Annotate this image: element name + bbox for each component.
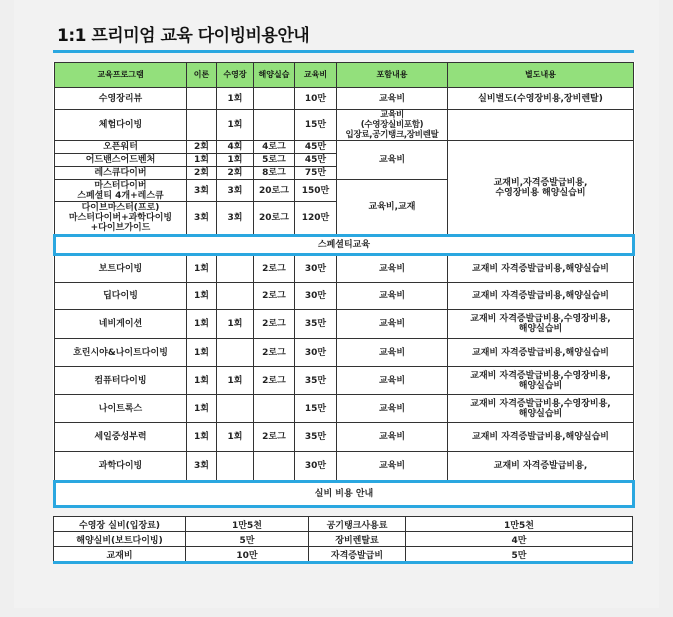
- theory-cell: 2회: [187, 167, 217, 180]
- included-cell: 교육비: [337, 395, 448, 423]
- pool-cell: 1회: [217, 110, 254, 141]
- cost-label: 교재비: [54, 547, 186, 563]
- ocean-cell: 8로그: [254, 167, 295, 180]
- fee-cell: 30만: [295, 283, 337, 310]
- ocean-cell: [254, 395, 295, 423]
- fee-cell: 45만: [295, 154, 337, 167]
- table-row: [55, 283, 634, 310]
- ocean-cell: [254, 452, 295, 482]
- extra-cell: [448, 283, 634, 310]
- theory-cell: 2회: [187, 141, 217, 154]
- theory-cell: 3회: [187, 202, 217, 236]
- extra-cell: [448, 395, 634, 423]
- header-ocean: 해양실습: [254, 63, 295, 88]
- theory-cell: 1회: [187, 283, 217, 310]
- program-cell: 나이트록스: [55, 395, 187, 423]
- header-included: 포함내용: [337, 63, 448, 88]
- included-cell: 교육비: [337, 283, 448, 310]
- page-title: 1:1 프리미엄 교육 다이빙비용안내: [57, 26, 310, 46]
- cost-label: 공기탱크사용료: [309, 517, 406, 532]
- ocean-cell: 2로그: [254, 310, 295, 339]
- cost-label: 장비렌탈료: [309, 532, 406, 547]
- extra-line: 교재비 자격증발급비용,해양실습비: [472, 264, 609, 274]
- ocean-cell: 5로그: [254, 154, 295, 167]
- pool-cell: 3회: [217, 202, 254, 236]
- extra-line: 교재비,자격증발급비용,: [493, 177, 588, 188]
- table-row: [55, 339, 634, 367]
- theory-cell: 3회: [187, 452, 217, 482]
- program-cell: 세일중성부력: [55, 423, 187, 452]
- extra-line: 교재비 자격증발급비용,해양실습비: [472, 432, 609, 442]
- program-line: +다이브가이드: [90, 223, 151, 233]
- theory-cell: 3회: [187, 180, 217, 202]
- pool-cell: [217, 452, 254, 482]
- header-extra: 별도내용: [448, 63, 634, 88]
- program-line: 스페셜티 4개+레스큐: [77, 190, 164, 201]
- header-theory: 이론: [187, 63, 217, 88]
- table-row: [55, 452, 634, 482]
- program-cell: 체험다이빙: [55, 110, 187, 141]
- extra-line: 교재비 자격증발급비용,수영장비용,: [470, 370, 611, 381]
- cost-row: [54, 547, 633, 563]
- ocean-cell: 2로그: [254, 283, 295, 310]
- extra-line: 수영장비용 해양실습비: [495, 187, 586, 198]
- pool-cell: 1회: [217, 154, 254, 167]
- theory-cell: 1회: [187, 395, 217, 423]
- ocean-cell: 2로그: [254, 255, 295, 283]
- table-row: [55, 367, 634, 395]
- cost-row: [54, 532, 633, 547]
- cost-value: 4만: [406, 532, 633, 547]
- fee-cell: 35만: [295, 310, 337, 339]
- included-line: 교육비: [380, 110, 404, 120]
- cost-value: 10만: [186, 547, 309, 563]
- program-cell: [55, 202, 187, 236]
- pool-cell: 1회: [217, 423, 254, 452]
- cost-value: 5만: [186, 532, 309, 547]
- specialty-section-title: 스페셜티교육: [55, 236, 634, 255]
- extra-cell: [448, 339, 634, 367]
- theory-cell: 1회: [187, 154, 217, 167]
- fee-cell: 35만: [295, 423, 337, 452]
- program-cell: 딥다이빙: [55, 283, 187, 310]
- ocean-cell: 20로그: [254, 202, 295, 236]
- ocean-cell: 20로그: [254, 180, 295, 202]
- included-line: 입장료,공기탱크,장비렌탈: [345, 130, 439, 140]
- extra-line: 교재비 자격증발급비용,해양실습비: [472, 291, 609, 301]
- ocean-cell: 2로그: [254, 423, 295, 452]
- extra-line: 해양실습비: [518, 380, 563, 391]
- included-cell: 교육비: [337, 310, 448, 339]
- ocean-cell: 4로그: [254, 141, 295, 154]
- extra-cell: [448, 110, 634, 141]
- cost-value: 1만5천: [186, 517, 309, 532]
- table-row: [55, 423, 634, 452]
- program-cell: [55, 180, 187, 202]
- pool-cell: 4회: [217, 141, 254, 154]
- extra-cell: [448, 423, 634, 452]
- cost-section-title: 실비 비용 안내: [55, 482, 634, 507]
- header-pool: 수영장: [217, 63, 254, 88]
- table-row: [55, 310, 634, 339]
- extra-line: 교재비 자격증발급비용,해양실습비: [472, 347, 609, 358]
- fee-cell: 150만: [295, 180, 337, 202]
- table-header-row: [55, 63, 634, 88]
- cost-row: [54, 517, 633, 532]
- included-cell: 교육비,교재: [337, 180, 448, 236]
- fee-cell: 120만: [295, 202, 337, 236]
- fee-cell: 30만: [295, 452, 337, 482]
- pool-cell: [217, 255, 254, 283]
- fee-cell: 75만: [295, 167, 337, 180]
- fee-cell: 15만: [295, 395, 337, 423]
- fee-cell: 45만: [295, 141, 337, 154]
- program-line: 마스터다이버: [94, 180, 147, 191]
- program-cell: 네비게이션: [55, 310, 187, 339]
- program-cell: 어드밴스어드벤처: [55, 154, 187, 167]
- extra-line: 해양실습비: [518, 324, 563, 334]
- table-row: [55, 88, 634, 110]
- table-row: [55, 141, 634, 154]
- theory-cell: [187, 110, 217, 141]
- title-underline: [53, 50, 634, 53]
- program-cell: 레스큐다이버: [55, 167, 187, 180]
- header-program: 교육프로그램: [55, 63, 187, 88]
- pool-cell: 2회: [217, 167, 254, 180]
- ocean-cell: [254, 110, 295, 141]
- extra-line: 교재비 자격증발급비용,: [493, 461, 588, 471]
- included-cell: 교육비: [337, 88, 448, 110]
- table-row: [55, 110, 634, 141]
- extra-line: 교재비 자격증발급비용,수영장비용,: [470, 398, 611, 409]
- extra-line: 해양실습비: [518, 408, 563, 419]
- table-row: [55, 255, 634, 283]
- fee-cell: 30만: [295, 339, 337, 367]
- extra-cell: [448, 452, 634, 482]
- cost-section-row: [55, 482, 634, 507]
- included-cell: 교육비: [337, 423, 448, 452]
- theory-cell: 1회: [187, 423, 217, 452]
- ocean-cell: 2로그: [254, 339, 295, 367]
- table-row: [55, 395, 634, 423]
- included-line: (수영장실비포함): [360, 120, 424, 130]
- extra-cell: [448, 141, 634, 236]
- cost-label: 자격증발급비: [309, 547, 406, 563]
- program-cell: 컴퓨터다이빙: [55, 367, 187, 395]
- header-fee: 교육비: [295, 63, 337, 88]
- included-cell: [337, 110, 448, 141]
- pool-cell: 1회: [217, 367, 254, 395]
- cost-value: 5만: [406, 547, 633, 563]
- cost-label: 해양실비(보트다이빙): [54, 532, 186, 547]
- program-cell: 수영장리뷰: [55, 88, 187, 110]
- fee-cell: 10만: [295, 88, 337, 110]
- theory-cell: 1회: [187, 339, 217, 367]
- program-cell: 보트다이빙: [55, 255, 187, 283]
- theory-cell: [187, 88, 217, 110]
- included-cell: 교육비: [337, 367, 448, 395]
- pool-cell: [217, 283, 254, 310]
- program-line: 마스터다이버+과학다이빙: [68, 213, 173, 223]
- ocean-cell: 2로그: [254, 367, 295, 395]
- included-cell: 교육비: [337, 452, 448, 482]
- fee-table: [53, 62, 635, 508]
- extra-cell: [448, 255, 634, 283]
- extra-cell: [448, 367, 634, 395]
- pool-cell: 3회: [217, 180, 254, 202]
- ocean-cell: [254, 88, 295, 110]
- included-cell: 교육비: [337, 339, 448, 367]
- cost-table: [53, 516, 633, 564]
- pool-cell: 1회: [217, 88, 254, 110]
- pool-cell: [217, 395, 254, 423]
- fee-cell: 30만: [295, 255, 337, 283]
- pool-cell: 1회: [217, 310, 254, 339]
- theory-cell: 1회: [187, 367, 217, 395]
- included-cell: 교육비: [337, 141, 448, 180]
- program-cell: 과학다이빙: [55, 452, 187, 482]
- pool-cell: [217, 339, 254, 367]
- program-cell: 오픈워터: [55, 141, 187, 154]
- extra-line: 교재비 자격증발급비용,수영장비용,: [470, 314, 611, 324]
- cost-value: 1만5천: [406, 517, 633, 532]
- fee-cell: 35만: [295, 367, 337, 395]
- cost-label: 수영장 실비(입장료): [54, 517, 186, 532]
- theory-cell: 1회: [187, 310, 217, 339]
- included-cell: 교육비: [337, 255, 448, 283]
- theory-cell: 1회: [187, 255, 217, 283]
- program-line: 다이브마스터(프로): [81, 203, 160, 213]
- extra-cell: [448, 310, 634, 339]
- program-cell: 흐린시야&나이트다이빙: [55, 339, 187, 367]
- fee-cell: 15만: [295, 110, 337, 141]
- specialty-section-row: [55, 236, 634, 255]
- extra-cell: 실비별도(수영장비용,장비렌탈): [448, 88, 634, 110]
